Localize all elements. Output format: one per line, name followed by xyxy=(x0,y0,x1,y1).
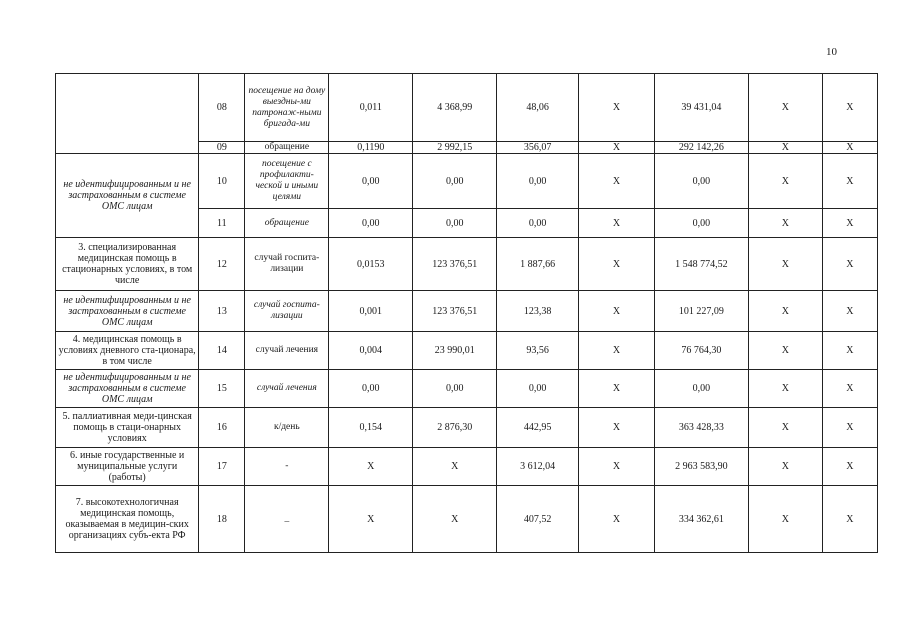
cell-value: 0,00 xyxy=(654,209,748,238)
table-row xyxy=(56,291,878,332)
cell-value: 2 992,15 xyxy=(413,142,497,154)
row-name: 6. иные государственные и муниципальные услуги (работы) xyxy=(56,448,199,486)
row-code: 09 xyxy=(199,142,245,154)
row-name: не идентифицированным и не застрахованным в системе ОМС лицам xyxy=(56,291,199,332)
row-code: 17 xyxy=(199,448,245,486)
cell-value: 0,00 xyxy=(497,370,579,408)
row-unit: _ xyxy=(245,486,329,553)
cell-value: X xyxy=(749,291,823,332)
cell-value: X xyxy=(822,154,877,209)
cell-value: 23 990,01 xyxy=(413,332,497,370)
row-name: 4. медицинская помощь в условиях дневного ста-ционара, в том числе xyxy=(56,332,199,370)
row-name: не идентифицированным и не застрахованным в системе ОМС лицам xyxy=(56,370,199,408)
cell-value: 48,06 xyxy=(497,74,579,142)
cell-value: 0,154 xyxy=(329,408,413,448)
cell-value: X xyxy=(413,486,497,553)
cell-value: 76 764,30 xyxy=(654,332,748,370)
row-name: 7. высокотехнологичная медицинская помощь, оказываемая в медицин-ских организациях субъ-екта РФ xyxy=(56,486,199,553)
cell-value: 2 876,30 xyxy=(413,408,497,448)
cell-value: X xyxy=(822,408,877,448)
table-row xyxy=(56,238,878,291)
cell-value: 356,07 xyxy=(497,142,579,154)
cell-value: X xyxy=(749,238,823,291)
cell-value: 4 368,99 xyxy=(413,74,497,142)
cell-value: 93,56 xyxy=(497,332,579,370)
cell-value: X xyxy=(749,370,823,408)
cell-value: X xyxy=(749,408,823,448)
row-code: 12 xyxy=(199,238,245,291)
row-unit: случай лечения xyxy=(245,370,329,408)
cell-value: 0,00 xyxy=(654,154,748,209)
cell-value: X xyxy=(579,154,655,209)
cell-value: 39 431,04 xyxy=(654,74,748,142)
row-code: 11 xyxy=(199,209,245,238)
cell-value: 0,00 xyxy=(654,370,748,408)
page-number: 10 xyxy=(826,46,837,58)
row-code: 15 xyxy=(199,370,245,408)
table-row xyxy=(56,74,878,142)
cell-value: X xyxy=(329,448,413,486)
row-code: 08 xyxy=(199,74,245,142)
cell-value: 0,00 xyxy=(413,370,497,408)
row-unit: случай госпита-лизации xyxy=(245,291,329,332)
table-row xyxy=(56,332,878,370)
row-unit: случай лечения xyxy=(245,332,329,370)
row-code: 13 xyxy=(199,291,245,332)
cell-value: X xyxy=(822,448,877,486)
cell-value: X xyxy=(579,209,655,238)
cell-value: 0,1190 xyxy=(329,142,413,154)
cell-value: X xyxy=(579,408,655,448)
row-name: не идентифицированным и не застрахованным в системе ОМС лицам xyxy=(56,154,199,238)
table-row xyxy=(56,486,878,553)
cell-value: 0,001 xyxy=(329,291,413,332)
row-name xyxy=(56,74,199,154)
row-name: 3. специализированная медицинская помощь в стационарных условиях, в том числе xyxy=(56,238,199,291)
row-code: 10 xyxy=(199,154,245,209)
row-code: 16 xyxy=(199,408,245,448)
cell-value: X xyxy=(413,448,497,486)
cell-value: X xyxy=(579,370,655,408)
row-unit: обращение xyxy=(245,209,329,238)
cell-value: X xyxy=(579,332,655,370)
cell-value: X xyxy=(822,238,877,291)
row-code: 14 xyxy=(199,332,245,370)
tariff-table xyxy=(55,73,878,553)
table-row xyxy=(56,448,878,486)
cell-value: X xyxy=(749,142,823,154)
cell-value: 0,004 xyxy=(329,332,413,370)
cell-value: X xyxy=(822,74,877,142)
row-unit: посещение с профилакти-ческой и иными целями xyxy=(245,154,329,209)
cell-value: X xyxy=(579,142,655,154)
row-code: 18 xyxy=(199,486,245,553)
cell-value: 407,52 xyxy=(497,486,579,553)
table-row xyxy=(56,154,878,209)
cell-value: X xyxy=(822,209,877,238)
cell-value: 0,011 xyxy=(329,74,413,142)
cell-value: 123,38 xyxy=(497,291,579,332)
row-unit: - xyxy=(245,448,329,486)
cell-value: 0,00 xyxy=(413,209,497,238)
cell-value: 363 428,33 xyxy=(654,408,748,448)
cell-value: 1 548 774,52 xyxy=(654,238,748,291)
cell-value: X xyxy=(749,74,823,142)
cell-value: 0,00 xyxy=(329,370,413,408)
row-unit: посещение на дому выездны-ми патронаж-ными бригада-ми xyxy=(245,74,329,142)
cell-value: X xyxy=(579,238,655,291)
cell-value: X xyxy=(822,370,877,408)
row-unit: к/день xyxy=(245,408,329,448)
cell-value: 0,00 xyxy=(497,154,579,209)
cell-value: 0,00 xyxy=(497,209,579,238)
cell-value: X xyxy=(822,332,877,370)
cell-value: 0,00 xyxy=(329,209,413,238)
table-row xyxy=(56,370,878,408)
cell-value: X xyxy=(579,486,655,553)
cell-value: 3 612,04 xyxy=(497,448,579,486)
cell-value: 0,0153 xyxy=(329,238,413,291)
cell-value: X xyxy=(749,486,823,553)
row-unit: случай госпита-лизации xyxy=(245,238,329,291)
cell-value: 123 376,51 xyxy=(413,238,497,291)
table-row xyxy=(56,408,878,448)
cell-value: 334 362,61 xyxy=(654,486,748,553)
row-name: 5. паллиативная меди-цинская помощь в стаци-онарных условиях xyxy=(56,408,199,448)
cell-value: X xyxy=(329,486,413,553)
row-unit: обращение xyxy=(245,142,329,154)
cell-value: 442,95 xyxy=(497,408,579,448)
cell-value: X xyxy=(822,486,877,553)
cell-value: X xyxy=(579,291,655,332)
cell-value: X xyxy=(749,448,823,486)
cell-value: X xyxy=(579,74,655,142)
cell-value: X xyxy=(822,291,877,332)
cell-value: 0,00 xyxy=(413,154,497,209)
cell-value: 101 227,09 xyxy=(654,291,748,332)
cell-value: X xyxy=(579,448,655,486)
cell-value: X xyxy=(749,209,823,238)
cell-value: 292 142,26 xyxy=(654,142,748,154)
cell-value: 123 376,51 xyxy=(413,291,497,332)
cell-value: X xyxy=(822,142,877,154)
cell-value: 0,00 xyxy=(329,154,413,209)
cell-value: X xyxy=(749,332,823,370)
cell-value: X xyxy=(749,154,823,209)
cell-value: 2 963 583,90 xyxy=(654,448,748,486)
cell-value: 1 887,66 xyxy=(497,238,579,291)
